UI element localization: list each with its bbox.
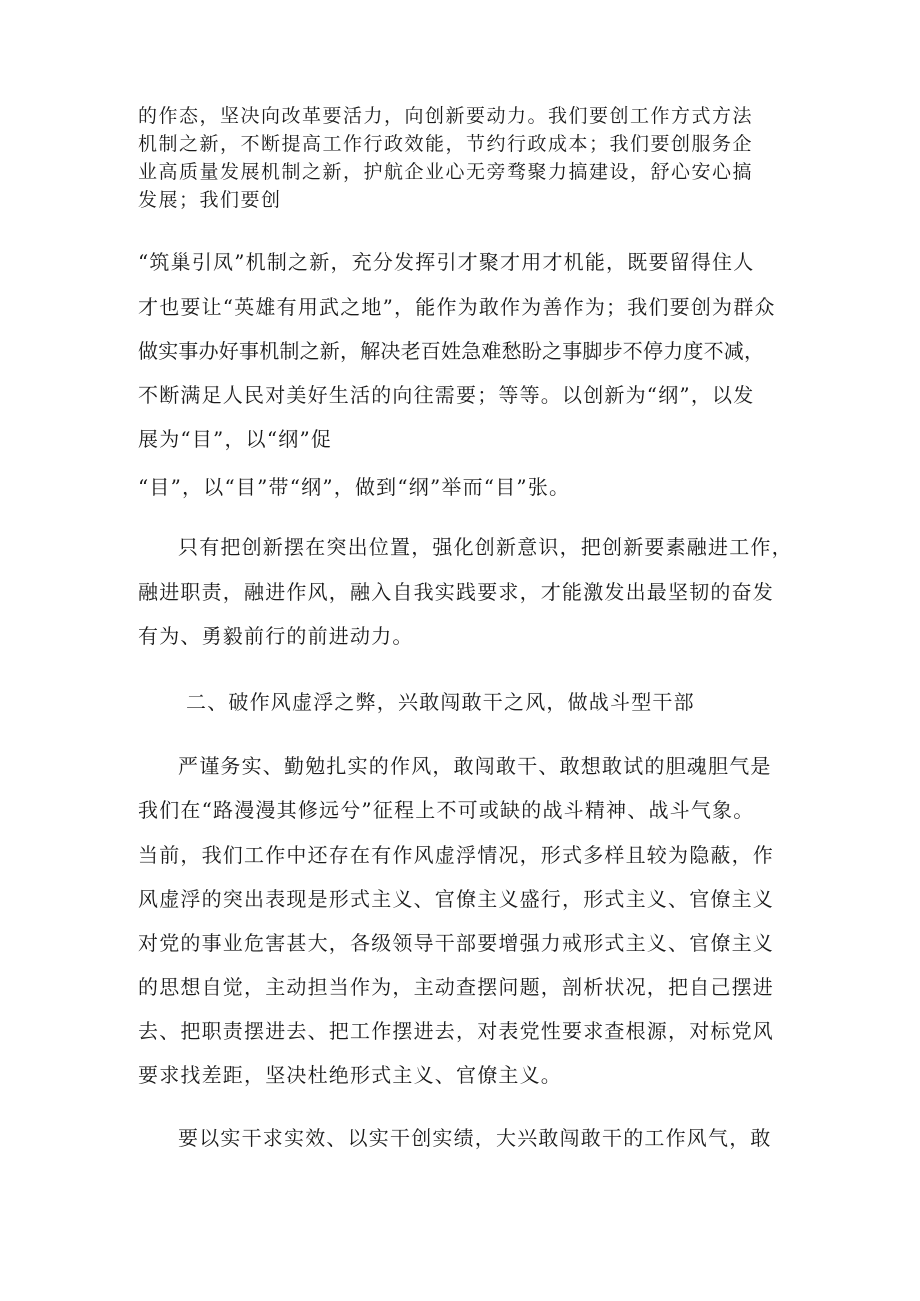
text-line-1: 的作态，坚决向改革要活力，向创新要动力。我们要创工作方式方法 <box>138 105 754 127</box>
paragraph-3-line-4: 风虚浮的突出表现是形式主义、官僚主义盛行，形式主义、官僚主义 <box>138 887 774 911</box>
paragraph-3-line-5: 对党的事业危害甚大，各级领导干部要增强力戒形式主义、官僚主义 <box>138 931 774 955</box>
text-line-5: “筑巢引凤”机制之新，充分发挥引才聚才用才机能，既要留得住人 <box>138 250 755 274</box>
text-line-3: 业高质量发展机制之新，护航企业心无旁骛聚力搞建设，舒心安心搞 <box>138 161 754 183</box>
text-line-6: 才也要让“英雄有用武之地”，能作为敢作为善作为；我们要创为群众 <box>138 295 776 319</box>
paragraph-4-line-1: 要以实干求实效、以实干创实绩，大兴敢闯敢干的工作风气，敢 <box>178 1126 772 1150</box>
paragraph-3-line-3: 当前，我们工作中还存在有作风虚浮情况，形式多样且较为隐蔽，作 <box>138 843 774 867</box>
section-heading: 二、破作风虚浮之弊，兴敢闯敢干之风，做战斗型干部 <box>186 690 695 714</box>
paragraph-3-line-8: 要求找差距，坚决杜绝形式主义、官僚主义。 <box>138 1063 562 1087</box>
text-line-2: 机制之新，不断提高工作行政效能，节约行政成本；我们要创服务企 <box>138 133 754 155</box>
paragraph-2-line-1: 只有把创新摆在突出位置，强化创新意识，把创新要素融进工作， <box>178 535 793 559</box>
paragraph-3-line-6: 的思想自觉，主动担当作为，主动查摆问题，剖析状况，把自己摆进 <box>138 975 774 999</box>
paragraph-3-line-7: 去、把职责摆进去、把工作摆进去，对表党性要求查根源，对标党风 <box>138 1019 774 1043</box>
text-line-10: “目”，以“目”带“纲”，做到“纲”举而“目”张。 <box>138 475 571 499</box>
paragraph-2-line-3: 有为、勇毅前行的前进动力。 <box>138 624 414 648</box>
text-line-9: 展为“目”，以“纲”促 <box>138 427 333 451</box>
paragraph-3-line-2: 我们在“路漫漫其修远兮”征程上不可或缺的战斗精神、战斗气象。 <box>138 798 755 822</box>
text-line-7: 做实事办好事机制之新，解决老百姓急难愁盼之事脚步不停力度不减， <box>138 339 765 363</box>
text-line-4: 发展；我们要创 <box>138 189 282 211</box>
text-line-8: 不断满足人民对美好生活的向往需要；等等。以创新为“纲”，以发 <box>138 383 755 407</box>
paragraph-2-line-2: 融进职责，融进作风，融入自我实践要求，才能激发出最坚韧的奋发 <box>138 580 774 604</box>
paragraph-3-line-1: 严谨务实、勤勉扎实的作风，敢闯敢干、敢想敢试的胆魂胆气是 <box>178 754 772 778</box>
